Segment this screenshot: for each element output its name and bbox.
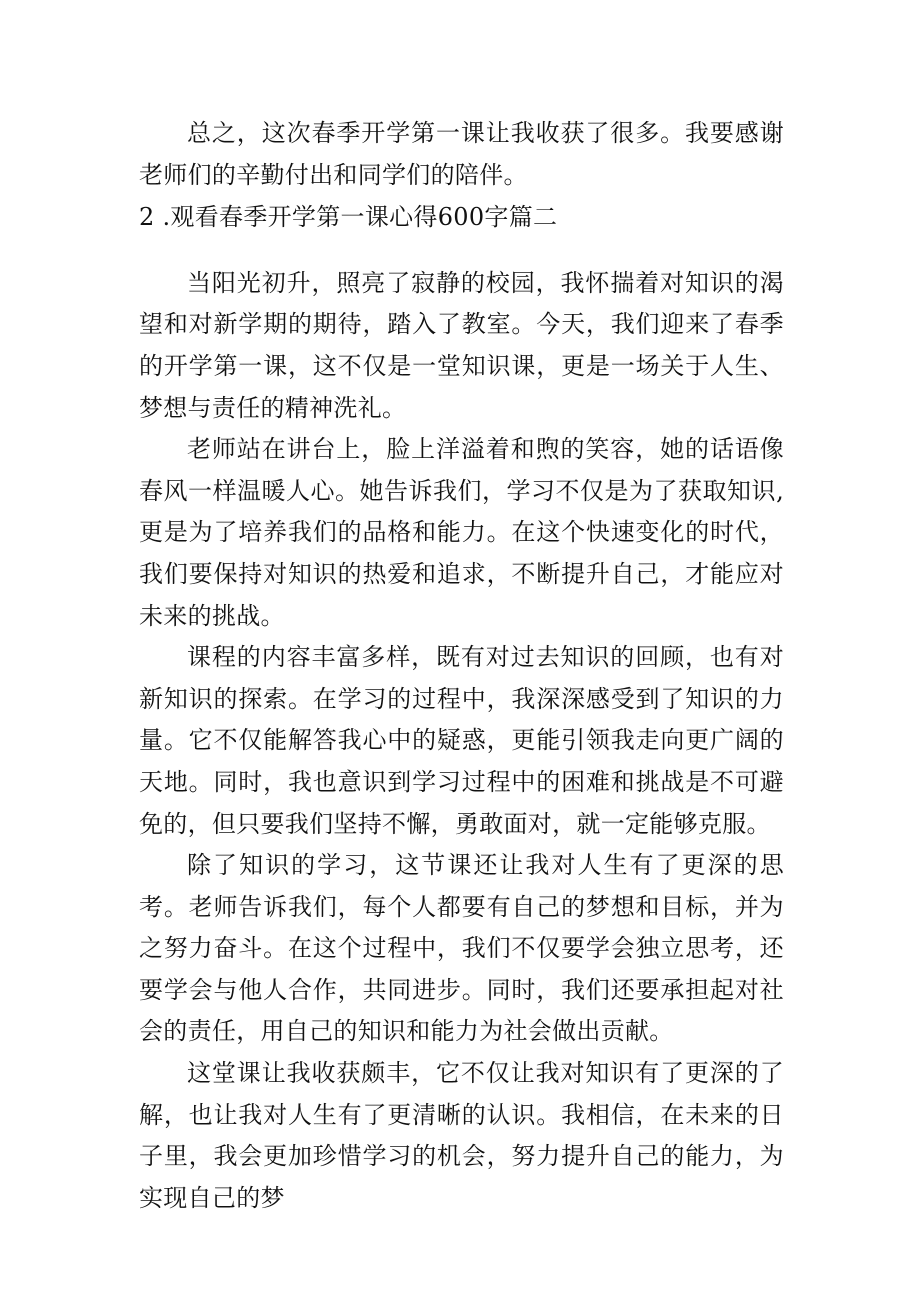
paragraph-5: 这堂课让我收获颇丰，它不仅让我对知识有了更深的了解，也让我对人生有了更清晰的认识。我相信，在未来的日子里，我会更加珍惜学习的机会，努力提升自己的能力，为实现自己的梦 [139, 1059, 784, 1212]
paragraph-4: 除了知识的学习，这节课还让我对人生有了更深的思考。老师告诉我们，每个人都要有自己的梦想和目标，并为之努力奋斗。在这个过程中，我们不仅要学会独立思考，还要学会与他人合作，共同进步。同时，我们还要承担起对社会的责任，用自己的知识和能力为社会做出贡献。 [139, 851, 784, 1046]
section-heading: 2 .观看春季开学第一课心得600字篇二 [139, 203, 558, 232]
document-page [139, 113, 784, 1219]
paragraph-summary: 总之，这次春季开学第一课让我收获了很多。我要感谢老师们的辛勤付出和同学们的陪伴。 [139, 119, 784, 189]
paragraph-3: 课程的内容丰富多样，既有对过去知识的回顾，也有对新知识的探索。在学习的过程中，我深深感受到了知识的力量。它不仅能解答我心中的疑惑，更能引领我走向更广阔的天地。同时，我也意识到学习过程中的困难和挑战是不可避免的，但只要我们坚持不懈，勇敢面对，就一定能够克服。 [139, 643, 784, 838]
paragraph-2: 老师站在讲台上，脸上洋溢着和煦的笑容，她的话语像春风一样温暖人心。她告诉我们，学习不仅是为了获取知识,更是为了培养我们的品格和能力。在这个快速变化的时代，我们要保持对知识的热爱和追求，不断提升自己，才能应对未来的挑战。 [139, 435, 784, 630]
paragraph-1: 当阳光初升，照亮了寂静的校园，我怀揣着对知识的渴望和对新学期的期待，踏入了教室。今天，我们迎来了春季的开学第一课，这不仅是一堂知识课，更是一场关于人生、梦想与责任的精神洗礼。 [139, 268, 784, 422]
